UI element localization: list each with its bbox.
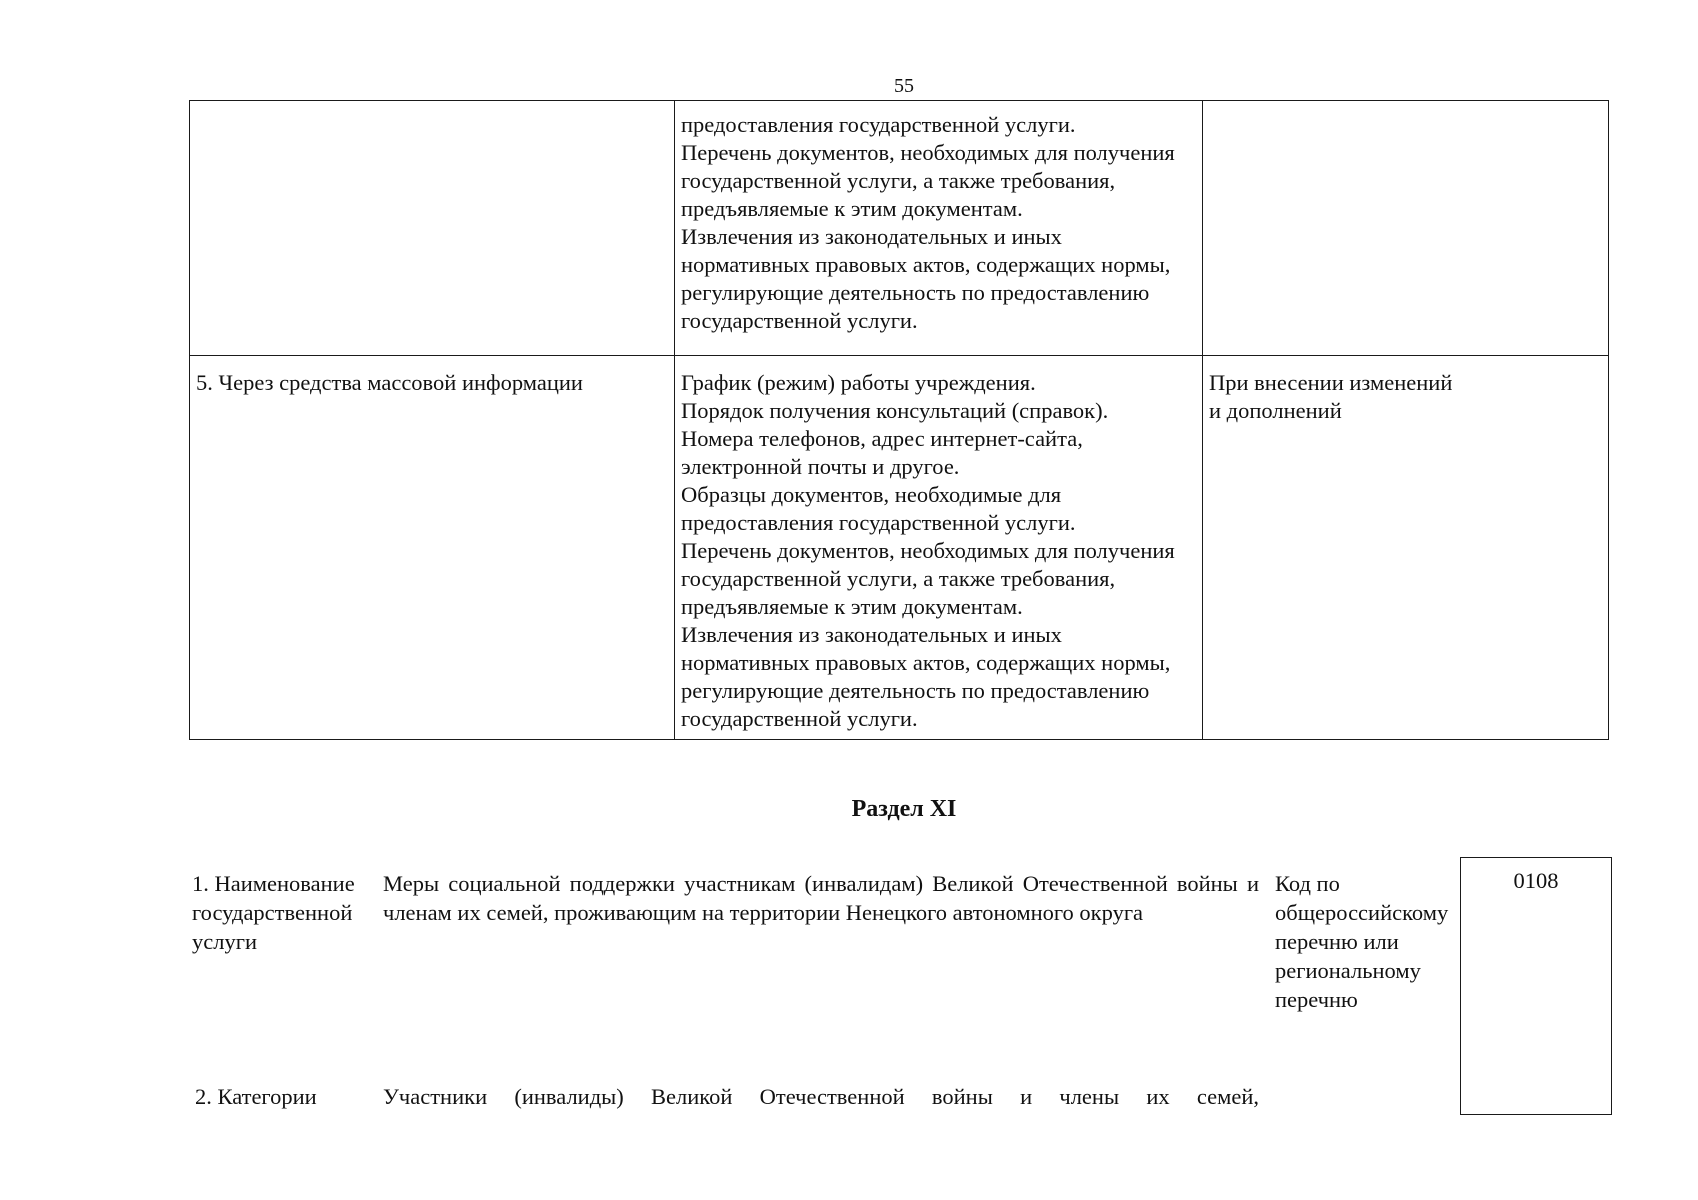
update-line: При внесении изменений (1209, 370, 1453, 395)
content-line: График (режим) работы учреждения. (681, 370, 1036, 395)
service-name-label: 1. Наименование государственной услуги (192, 871, 355, 954)
code-label: Код по общероссийскому перечню или региональному перечню (1275, 871, 1449, 1012)
section-title: Раздел XI (851, 796, 957, 822)
info-table (189, 100, 1609, 740)
content-line: Перечень документов, необходимых для получения (681, 140, 1175, 165)
content-line: предоставления государственной услуги. (681, 510, 1076, 535)
categories-value: Участники (инвалиды) Великой Отечественной войны и члены их семей, (383, 1084, 1259, 1109)
content-cell (675, 101, 1203, 356)
content-line: предоставления государственной услуги. (681, 112, 1076, 137)
content-line: Извлечения из законодательных и иных (681, 622, 1062, 647)
content-line: Номера телефонов, адрес интернет-сайта, (681, 426, 1083, 451)
service-name-value: Меры социальной поддержки участникам (инвалидам) Великой Отечественной войны и членам их семей, проживающим на территории Ненецкого автономного округа (383, 871, 1259, 925)
content-line: государственной услуги. (681, 308, 918, 333)
content-line: Порядок получения консультаций (справок). (681, 398, 1109, 423)
update-cell (1203, 101, 1609, 356)
content-line: Извлечения из законодательных и иных (681, 224, 1062, 249)
content-line: нормативных правовых актов, содержащих нормы, (681, 252, 1171, 277)
content-line: нормативных правовых актов, содержащих нормы, (681, 650, 1171, 675)
content-line: государственной услуги. (681, 706, 918, 731)
table-row (190, 101, 1609, 356)
content-line: предъявляемые к этим документам. (681, 196, 1023, 221)
content-line: Образцы документов, необходимые для (681, 482, 1062, 507)
page-number: 55 (894, 75, 914, 97)
update-line: и дополнений (1209, 398, 1342, 423)
code-box: 0108 (1460, 857, 1612, 1115)
content-line: электронной почты и другое. (681, 454, 960, 479)
content-line: Перечень документов, необходимых для получения (681, 538, 1175, 563)
content-line: государственной услуги, а также требования, (681, 168, 1116, 193)
method-cell: 5. Через средства массовой информации (190, 356, 675, 740)
content-line: государственной услуги, а также требования, (681, 566, 1116, 591)
content-cell (675, 356, 1203, 740)
content-line: предъявляемые к этим документам. (681, 594, 1023, 619)
method-cell (190, 101, 675, 356)
update-cell (1203, 356, 1609, 740)
content-line: регулирующие деятельность по предоставлению (681, 678, 1150, 703)
table-row (190, 356, 1609, 740)
content-line: регулирующие деятельность по предоставлению (681, 280, 1150, 305)
categories-label: 2. Категории (195, 1084, 317, 1109)
